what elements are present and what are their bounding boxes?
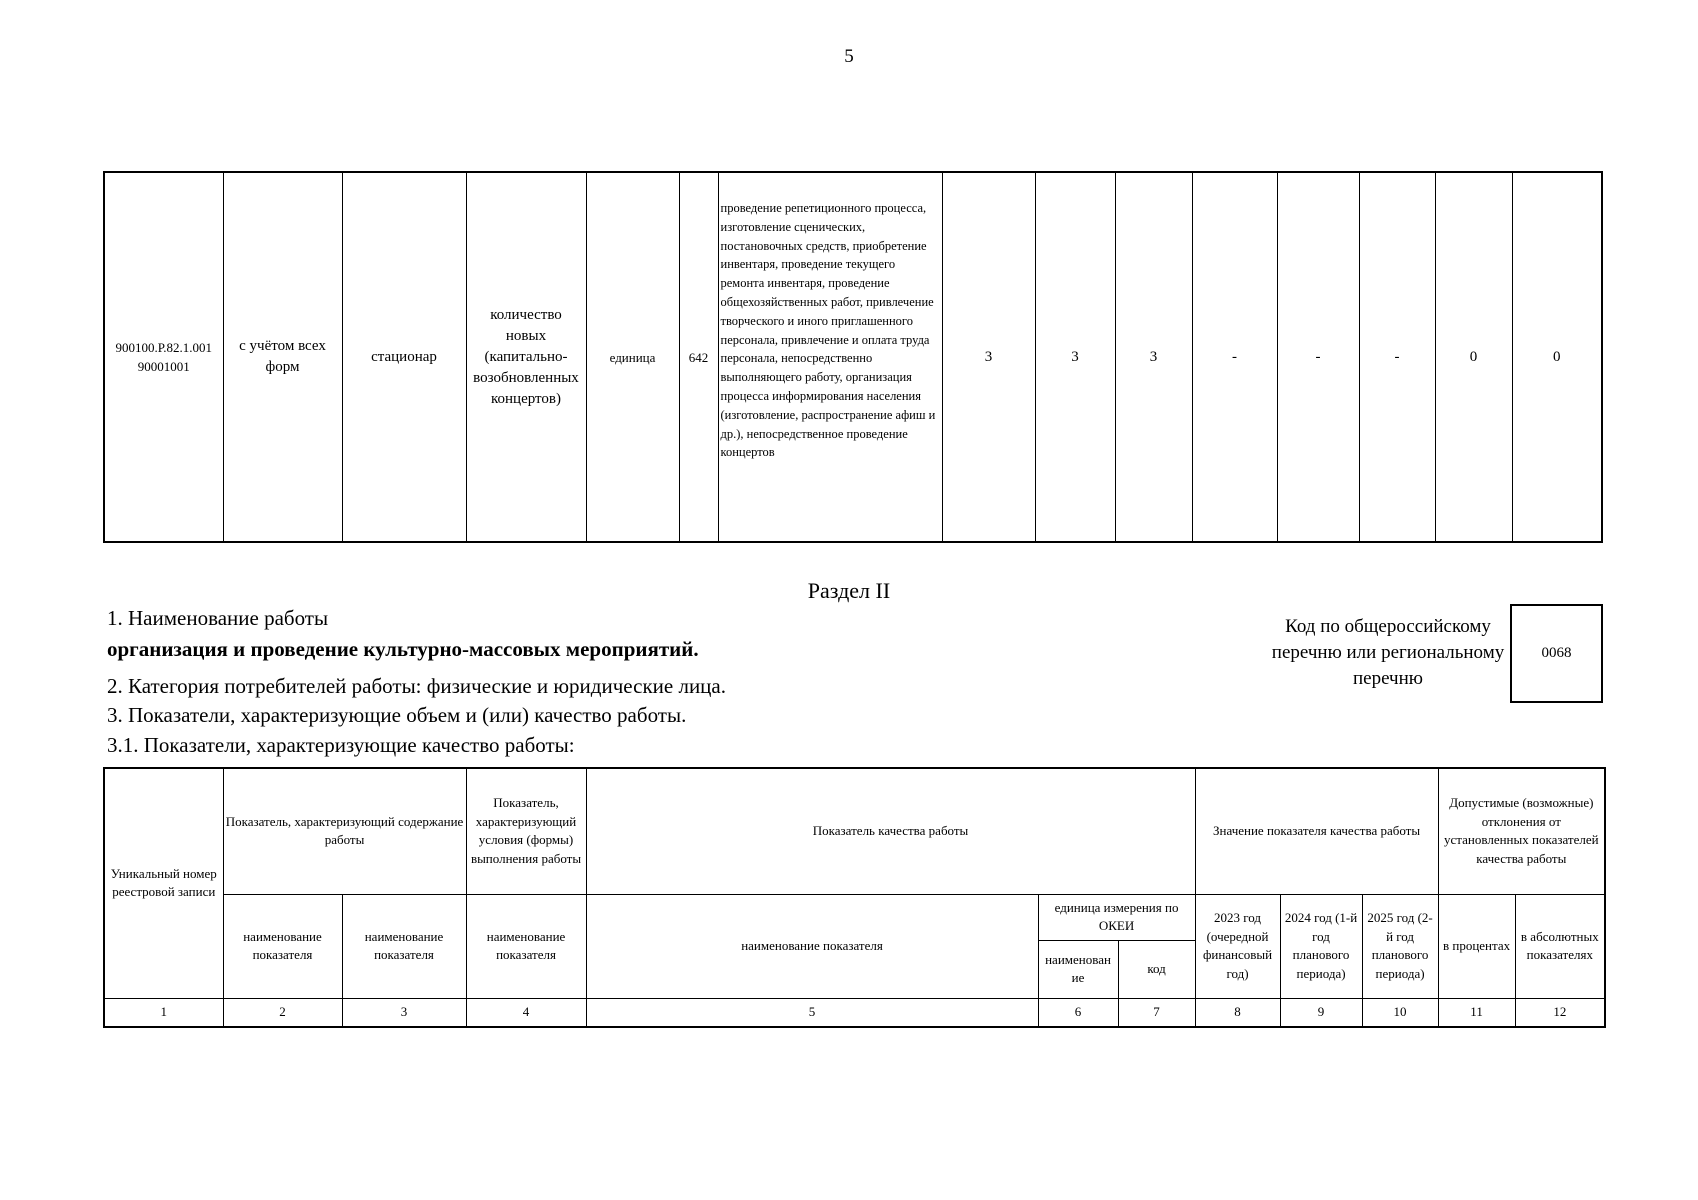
page-number: 5 [844,46,854,67]
header-absolute: в абсолютных показателях [1515,894,1605,998]
code-label: Код по общероссийскому перечню или региональному перечню [1271,616,1505,689]
indicators-heading: 3. Показатели, характеризующие объем и (или) качество работы. [107,703,687,727]
header-name: наименование показателя [223,894,342,998]
header-registry: Уникальный номер реестровой записи [104,768,223,998]
column-number: 9 [1280,998,1362,1027]
works-volume-table [103,171,1603,543]
header-unit-code: код [1118,940,1195,998]
table-row [104,172,1602,542]
column-number: 4 [466,998,586,1027]
table-header-row [104,768,1605,894]
header-unit-okei: единица измерения по ОКЕИ [1038,894,1195,940]
header-unit-name: наименован ие [1038,940,1118,998]
value-cell: - [1277,172,1359,542]
value-cell: 3 [1035,172,1115,542]
unit-name-cell: единица [586,172,679,542]
value-cell: - [1192,172,1277,542]
section-title: Раздел II [807,578,891,603]
column-number: 5 [586,998,1038,1027]
header-year-2025: 2025 год (2-й год планового периода) [1362,894,1438,998]
column-number: 11 [1438,998,1515,1027]
value-cell: 0 [1435,172,1512,542]
registry-number-cell: 900100.Р.82.1.001 90001001 [104,172,223,542]
consumer-category: 2. Категория потребителей работы: физические и юридические лица. [107,674,726,698]
column-number: 7 [1118,998,1195,1027]
header-name: наименование показателя [586,894,1038,998]
column-number: 8 [1195,998,1280,1027]
column-numbers-row [104,998,1605,1027]
value-cell: 3 [1115,172,1192,542]
header-percent: в процентах [1438,894,1515,998]
header-quality: Показатель качества работы [586,768,1195,894]
value-cell: 3 [942,172,1035,542]
value-cell: 0 [1512,172,1602,542]
header-deviations: Допустимые (возможные) отклонения от установленных показателей качества работы [1438,768,1605,894]
work-name-value: организация и проведение культурно-массовых мероприятий. [107,637,699,661]
content-indicator-cell: с учётом всех форм [223,172,342,542]
indicator-name-cell: количество новых (капитально-возобновленных концертов) [466,172,586,542]
column-number: 2 [223,998,342,1027]
work-description-cell: проведение репетиционного процесса, изготовление сценических, постановочных средств, приобретение инвентаря, проведение текущего ремонта инвентаря, проведение общехозяйственных работ, привлечение творческого и иного приглашенного персонала, привлечение и оплата труда персонала, непосредственно выполняющего работу, организация процесса информирования населения (изготовление, распространение афиш и др.), непосредственное проведение концертов [718,172,942,542]
quality-indicators-heading: 3.1. Показатели, характеризующие качество работы: [107,733,575,757]
header-values: Значение показателя качества работы [1195,768,1438,894]
column-number: 3 [342,998,466,1027]
column-number: 10 [1362,998,1438,1027]
column-number: 6 [1038,998,1118,1027]
column-number: 1 [104,998,223,1027]
header-content: Показатель, характеризующий содержание работы [223,768,466,894]
header-year-2024: 2024 год (1-й год планового периода) [1280,894,1362,998]
header-name: наименование показателя [342,894,466,998]
header-year-2023: 2023 год (очередной финансовый год) [1195,894,1280,998]
code-box: 0068 [1510,604,1603,703]
unit-code-cell: 642 [679,172,718,542]
column-number: 12 [1515,998,1605,1027]
header-conditions: Показатель, характеризующий условия (формы) выполнения работы [466,768,586,894]
value-cell: - [1359,172,1435,542]
quality-indicators-table [103,767,1606,1028]
content-indicator-cell: стационар [342,172,466,542]
header-name: наименование показателя [466,894,586,998]
work-name-label: 1. Наименование работы [107,606,329,630]
table-header-row [104,894,1605,940]
